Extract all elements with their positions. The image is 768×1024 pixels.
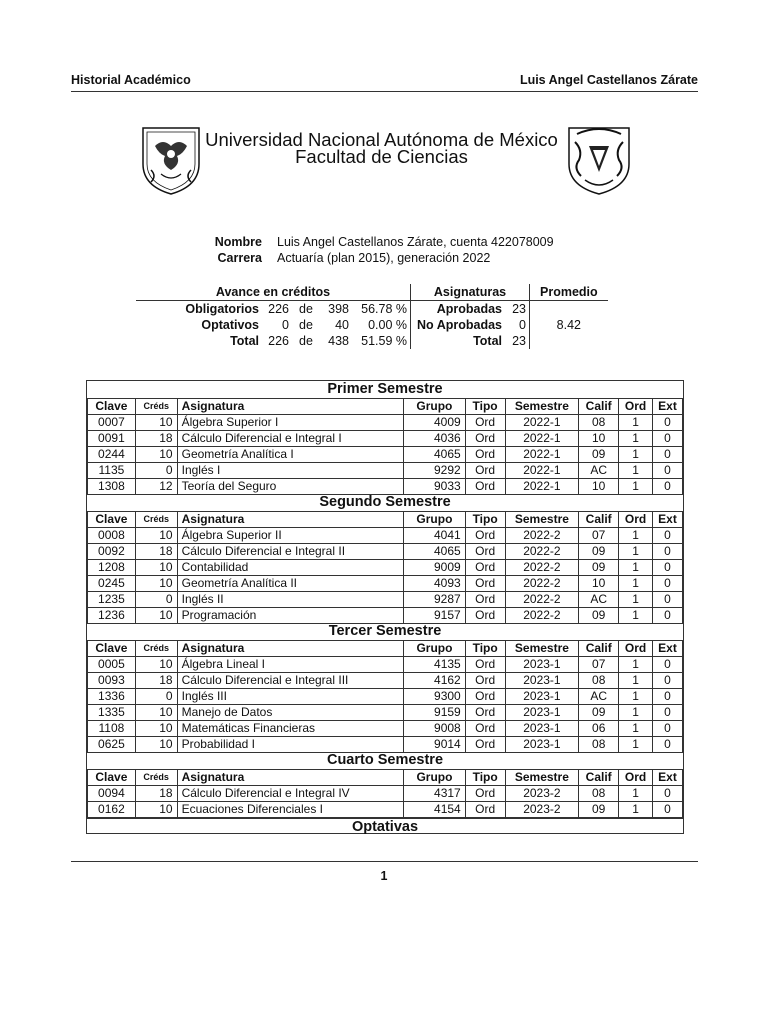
table-cell: 06 xyxy=(579,721,619,737)
table-cell: 09 xyxy=(579,544,619,560)
table-header-row xyxy=(88,399,683,415)
table-cell: 18 xyxy=(135,786,177,802)
table-cell: 1236 xyxy=(88,608,136,624)
table-cell: 2022-2 xyxy=(505,592,579,608)
table-cell: Inglés II xyxy=(177,592,404,608)
table-cell: 0 xyxy=(653,415,683,431)
table-cell: Matemáticas Financieras xyxy=(177,721,404,737)
table-cell: 4009 xyxy=(404,415,466,431)
table-cell: Ord xyxy=(465,479,505,495)
table-cell: Ord xyxy=(465,737,505,753)
table-cell: Contabilidad xyxy=(177,560,404,576)
unam-seal-icon xyxy=(137,124,205,196)
column-header: Tipo xyxy=(465,641,505,657)
table-row xyxy=(88,544,683,560)
table-cell: 4065 xyxy=(404,447,466,463)
column-header: Semestre xyxy=(505,399,579,415)
table-cell: 0 xyxy=(653,431,683,447)
table-cell: 1 xyxy=(619,705,653,721)
table-cell: 09 xyxy=(579,705,619,721)
credits-earned: 226 xyxy=(268,334,289,348)
table-cell: 2022-2 xyxy=(505,544,579,560)
table-cell: 2022-2 xyxy=(505,608,579,624)
table-cell: 1 xyxy=(619,447,653,463)
column-header: Ext xyxy=(653,641,683,657)
table-cell: 0 xyxy=(653,673,683,689)
table-cell: 2023-1 xyxy=(505,673,579,689)
table-cell: Ord xyxy=(465,721,505,737)
table-cell: Cálculo Diferencial e Integral I xyxy=(177,431,404,447)
table-cell: 0 xyxy=(653,544,683,560)
header-student-name: Luis Angel Castellanos Zárate xyxy=(519,73,698,87)
table-row xyxy=(88,689,683,705)
table-cell: 1336 xyxy=(88,689,136,705)
table-cell: 18 xyxy=(135,673,177,689)
table-cell: 0 xyxy=(652,786,682,802)
table-cell: 4036 xyxy=(404,431,466,447)
career-value: Actuaría (plan 2015), generación 2022 xyxy=(277,251,491,265)
table-cell: 0 xyxy=(135,463,177,479)
column-header: Créds xyxy=(135,641,177,657)
credits-pct: 0.00 % xyxy=(352,317,411,333)
column-header: Clave xyxy=(88,512,136,528)
credits-total: 398 xyxy=(328,302,349,316)
table-cell: Álgebra Superior I xyxy=(177,415,404,431)
table-row xyxy=(88,528,683,544)
table-cell: 1135 xyxy=(88,463,136,479)
column-header: Clave xyxy=(88,770,136,786)
column-header: Créds xyxy=(135,399,177,415)
table-cell: 0094 xyxy=(88,786,136,802)
semester-title: Primer Semestre xyxy=(327,381,443,397)
subjects-value: 23 xyxy=(505,301,530,318)
table-cell: 0 xyxy=(135,689,177,705)
table-row xyxy=(88,721,683,737)
table-cell: 0005 xyxy=(88,657,136,673)
table-header-row xyxy=(88,641,683,657)
table-cell: 9157 xyxy=(404,608,466,624)
table-cell: 0 xyxy=(653,560,683,576)
column-header: Calif xyxy=(579,399,619,415)
table-cell: Ord xyxy=(465,802,505,818)
optativas-title: Optativas xyxy=(87,818,683,835)
average-value: 8.42 xyxy=(556,318,581,332)
table-cell: 18 xyxy=(135,544,177,560)
subjects-value: 0 xyxy=(505,317,530,333)
table-cell: 0 xyxy=(653,705,683,721)
student-info xyxy=(192,234,554,266)
column-header: Ext xyxy=(653,512,683,528)
table-cell: Probabilidad I xyxy=(177,737,404,753)
table-cell: 1 xyxy=(619,560,653,576)
table-cell: 10 xyxy=(135,721,177,737)
table-row xyxy=(88,415,683,431)
table-cell: 0245 xyxy=(88,576,136,592)
credits-pct: 56.78 % xyxy=(352,301,411,318)
table-cell: 10 xyxy=(135,657,177,673)
table-cell: 0 xyxy=(135,592,177,608)
table-cell: Cálculo Diferencial e Integral III xyxy=(177,673,404,689)
table-cell: 1208 xyxy=(88,560,136,576)
table-row xyxy=(88,705,683,721)
table-row xyxy=(88,463,683,479)
table-cell: 10 xyxy=(135,802,177,818)
column-header: Ord xyxy=(619,399,653,415)
table-cell: Ord xyxy=(465,431,505,447)
semester-title: Tercer Semestre xyxy=(328,623,442,639)
table-cell: 9287 xyxy=(404,592,466,608)
credits-label: Optativos xyxy=(201,318,259,332)
table-cell: Ord xyxy=(465,592,505,608)
ciencias-seal-icon xyxy=(565,124,633,196)
table-cell: Ord xyxy=(465,447,505,463)
table-cell: Programación xyxy=(177,608,404,624)
table-cell: Ord xyxy=(465,560,505,576)
table-cell: 09 xyxy=(579,608,619,624)
column-header: Ext xyxy=(653,399,683,415)
column-header: Tipo xyxy=(465,399,505,415)
table-cell: AC xyxy=(579,463,619,479)
table-cell: Álgebra Lineal I xyxy=(177,657,404,673)
table-cell: 0 xyxy=(653,592,683,608)
column-header: Asignatura xyxy=(177,641,404,657)
table-cell: Cálculo Diferencial e Integral II xyxy=(177,544,404,560)
semester-table xyxy=(87,398,683,495)
table-cell: 1 xyxy=(619,737,653,753)
table-cell: 10 xyxy=(135,608,177,624)
table-cell: 0 xyxy=(653,608,683,624)
table-cell: 2023-2 xyxy=(505,802,579,818)
subjects-header: Asignaturas xyxy=(411,284,530,301)
table-cell: 0 xyxy=(653,447,683,463)
credits-label: Obligatorios xyxy=(185,302,259,316)
table-row xyxy=(88,673,683,689)
table-cell: 0625 xyxy=(88,737,136,753)
subjects-value: 23 xyxy=(505,333,530,349)
credits-earned: 0 xyxy=(282,318,289,332)
table-cell: 0 xyxy=(652,802,682,818)
table-cell: 9292 xyxy=(404,463,466,479)
table-row xyxy=(88,560,683,576)
table-cell: Teoría del Seguro xyxy=(177,479,404,495)
column-header: Clave xyxy=(88,399,136,415)
table-cell: 2023-2 xyxy=(505,786,579,802)
table-cell: Álgebra Superior II xyxy=(177,528,404,544)
table-cell: 0093 xyxy=(88,673,136,689)
footer-divider xyxy=(71,861,698,862)
table-cell: Ecuaciones Diferenciales I xyxy=(177,802,404,818)
page-number: 1 xyxy=(380,869,388,883)
table-cell: 1 xyxy=(619,673,653,689)
table-cell: Ord xyxy=(465,786,505,802)
table-cell: 1 xyxy=(619,592,653,608)
semester-table xyxy=(87,511,683,624)
summary-row xyxy=(136,301,608,318)
table-cell: 1235 xyxy=(88,592,136,608)
table-cell: 2023-1 xyxy=(505,721,579,737)
grades-container xyxy=(86,380,684,834)
column-header: Grupo xyxy=(404,399,466,415)
table-cell: 10 xyxy=(135,737,177,753)
column-header: Ord xyxy=(619,512,653,528)
table-cell: Ord xyxy=(465,544,505,560)
table-cell: 9014 xyxy=(404,737,466,753)
column-header: Semestre xyxy=(505,512,579,528)
table-cell: 10 xyxy=(135,705,177,721)
column-header: Tipo xyxy=(465,770,505,786)
table-cell: 0162 xyxy=(88,802,136,818)
table-cell: 1 xyxy=(619,657,653,673)
table-cell: 9033 xyxy=(404,479,466,495)
table-cell: 9159 xyxy=(404,705,466,721)
table-cell: 12 xyxy=(135,479,177,495)
table-cell: 1 xyxy=(619,608,653,624)
table-cell: 2022-2 xyxy=(505,528,579,544)
table-cell: 10 xyxy=(579,431,619,447)
column-header: Grupo xyxy=(404,770,466,786)
table-cell: Cálculo Diferencial e Integral IV xyxy=(177,786,404,802)
table-cell: 1 xyxy=(619,463,653,479)
table-cell: 2023-1 xyxy=(505,657,579,673)
name-value: Luis Angel Castellanos Zárate, cuenta 422078009 xyxy=(277,235,554,249)
table-cell: 2022-1 xyxy=(505,447,579,463)
table-cell: 10 xyxy=(135,576,177,592)
table-cell: AC xyxy=(579,689,619,705)
table-cell: 2022-2 xyxy=(505,560,579,576)
table-cell: 2022-1 xyxy=(505,479,579,495)
table-row xyxy=(88,447,683,463)
table-cell: 0 xyxy=(653,689,683,705)
table-cell: Ord xyxy=(465,415,505,431)
table-cell: 1308 xyxy=(88,479,136,495)
table-cell: 10 xyxy=(135,447,177,463)
table-header-row xyxy=(88,512,683,528)
table-cell: 1 xyxy=(619,431,653,447)
table-row xyxy=(88,786,683,802)
table-cell: 1 xyxy=(619,689,653,705)
subjects-label: Total xyxy=(473,334,502,348)
table-cell: 0 xyxy=(653,657,683,673)
table-cell: Ord xyxy=(465,657,505,673)
table-cell: 0007 xyxy=(88,415,136,431)
column-header: Calif xyxy=(579,770,619,786)
column-header: Semestre xyxy=(505,770,579,786)
career-label: Carrera xyxy=(217,251,262,265)
table-cell: 2022-2 xyxy=(505,576,579,592)
table-cell: 09 xyxy=(579,447,619,463)
table-cell: 0008 xyxy=(88,528,136,544)
table-row xyxy=(88,608,683,624)
table-cell: 2022-1 xyxy=(505,463,579,479)
column-header: Asignatura xyxy=(177,399,404,415)
column-header: Ord xyxy=(619,770,653,786)
table-row xyxy=(88,431,683,447)
table-cell: AC xyxy=(579,592,619,608)
table-cell: 07 xyxy=(579,528,619,544)
table-cell: 08 xyxy=(579,737,619,753)
table-cell: 1108 xyxy=(88,721,136,737)
credits-pct: 51.59 % xyxy=(352,333,411,349)
semester-table xyxy=(87,769,683,818)
subjects-label: Aprobadas xyxy=(436,302,502,316)
table-cell: 0 xyxy=(653,576,683,592)
table-cell: 4317 xyxy=(404,786,466,802)
table-cell: 9009 xyxy=(404,560,466,576)
table-cell: 1 xyxy=(619,576,653,592)
table-cell: 2022-1 xyxy=(505,431,579,447)
table-cell: 10 xyxy=(579,479,619,495)
table-cell: Ord xyxy=(465,528,505,544)
column-header: Asignatura xyxy=(177,512,404,528)
table-cell: 0 xyxy=(653,479,683,495)
table-cell: 1 xyxy=(619,802,653,818)
column-header: Tipo xyxy=(465,512,505,528)
table-cell: 1 xyxy=(619,786,653,802)
column-header: Semestre xyxy=(505,641,579,657)
credits-de: de xyxy=(299,334,313,348)
table-cell: 08 xyxy=(579,786,619,802)
table-row xyxy=(88,592,683,608)
column-header: Ext xyxy=(652,770,682,786)
column-header: Créds xyxy=(135,770,177,786)
table-cell: 1 xyxy=(619,479,653,495)
column-header: Asignatura xyxy=(177,770,404,786)
faculty-name: Facultad de Ciencias xyxy=(295,146,468,167)
table-cell: Manejo de Datos xyxy=(177,705,404,721)
credits-earned: 226 xyxy=(268,302,289,316)
table-cell: 1 xyxy=(619,415,653,431)
table-cell: 2023-1 xyxy=(505,737,579,753)
column-header: Calif xyxy=(579,512,619,528)
credits-de: de xyxy=(299,302,313,316)
table-cell: 07 xyxy=(579,657,619,673)
table-cell: Geometría Analítica II xyxy=(177,576,404,592)
table-cell: Geometría Analítica I xyxy=(177,447,404,463)
institution-title xyxy=(200,131,563,165)
table-cell: 1335 xyxy=(88,705,136,721)
table-cell: 0092 xyxy=(88,544,136,560)
table-cell: 2023-1 xyxy=(505,689,579,705)
table-header-row xyxy=(88,770,683,786)
table-row xyxy=(88,576,683,592)
column-header: Grupo xyxy=(404,512,466,528)
table-cell: 10 xyxy=(579,576,619,592)
table-cell: 0 xyxy=(653,528,683,544)
progress-header: Avance en créditos xyxy=(136,284,411,301)
table-cell: Ord xyxy=(465,689,505,705)
table-cell: 4093 xyxy=(404,576,466,592)
table-row xyxy=(88,802,683,818)
credits-label: Total xyxy=(230,334,259,348)
university-name: Universidad Nacional Autónoma de México xyxy=(205,129,558,150)
table-cell: Ord xyxy=(465,463,505,479)
table-cell: 4065 xyxy=(404,544,466,560)
credits-total: 438 xyxy=(328,334,349,348)
table-cell: 2022-1 xyxy=(505,415,579,431)
header-divider xyxy=(71,91,698,92)
table-cell: Inglés I xyxy=(177,463,404,479)
table-cell: Ord xyxy=(465,705,505,721)
credits-de: de xyxy=(299,318,313,332)
table-cell: 18 xyxy=(135,431,177,447)
table-cell: 9008 xyxy=(404,721,466,737)
semester-table xyxy=(87,640,683,753)
table-cell: 08 xyxy=(579,673,619,689)
table-cell: 4154 xyxy=(404,802,466,818)
table-cell: 09 xyxy=(579,560,619,576)
semester-title: Segundo Semestre xyxy=(319,494,451,510)
table-cell: 4162 xyxy=(404,673,466,689)
table-cell: 08 xyxy=(579,415,619,431)
table-cell: 0 xyxy=(653,721,683,737)
table-cell: Ord xyxy=(465,608,505,624)
subjects-label: No Aprobadas xyxy=(417,318,502,332)
table-row xyxy=(88,479,683,495)
table-cell: 09 xyxy=(579,802,619,818)
table-cell: Ord xyxy=(465,673,505,689)
table-cell: 0 xyxy=(653,737,683,753)
column-header: Calif xyxy=(579,641,619,657)
table-cell: 4135 xyxy=(404,657,466,673)
average-header: Promedio xyxy=(530,284,608,301)
summary-table xyxy=(136,284,608,349)
table-cell: 2023-1 xyxy=(505,705,579,721)
table-cell: 1 xyxy=(619,528,653,544)
column-header: Clave xyxy=(88,641,136,657)
table-cell: 10 xyxy=(135,528,177,544)
table-cell: 10 xyxy=(135,560,177,576)
table-cell: 0 xyxy=(653,463,683,479)
table-cell: 9300 xyxy=(404,689,466,705)
credits-total: 40 xyxy=(335,318,349,332)
semester-title: Cuarto Semestre xyxy=(326,752,444,768)
table-cell: 1 xyxy=(619,544,653,560)
table-cell: 1 xyxy=(619,721,653,737)
header-document-title: Historial Académico xyxy=(71,73,191,87)
table-cell: Ord xyxy=(465,576,505,592)
column-header: Ord xyxy=(619,641,653,657)
column-header: Grupo xyxy=(404,641,466,657)
column-header: Créds xyxy=(135,512,177,528)
table-cell: 0091 xyxy=(88,431,136,447)
table-row xyxy=(88,737,683,753)
table-cell: Inglés III xyxy=(177,689,404,705)
table-cell: 4041 xyxy=(404,528,466,544)
name-label: Nombre xyxy=(214,235,262,249)
table-row xyxy=(88,657,683,673)
table-cell: 0244 xyxy=(88,447,136,463)
table-cell: 10 xyxy=(135,415,177,431)
